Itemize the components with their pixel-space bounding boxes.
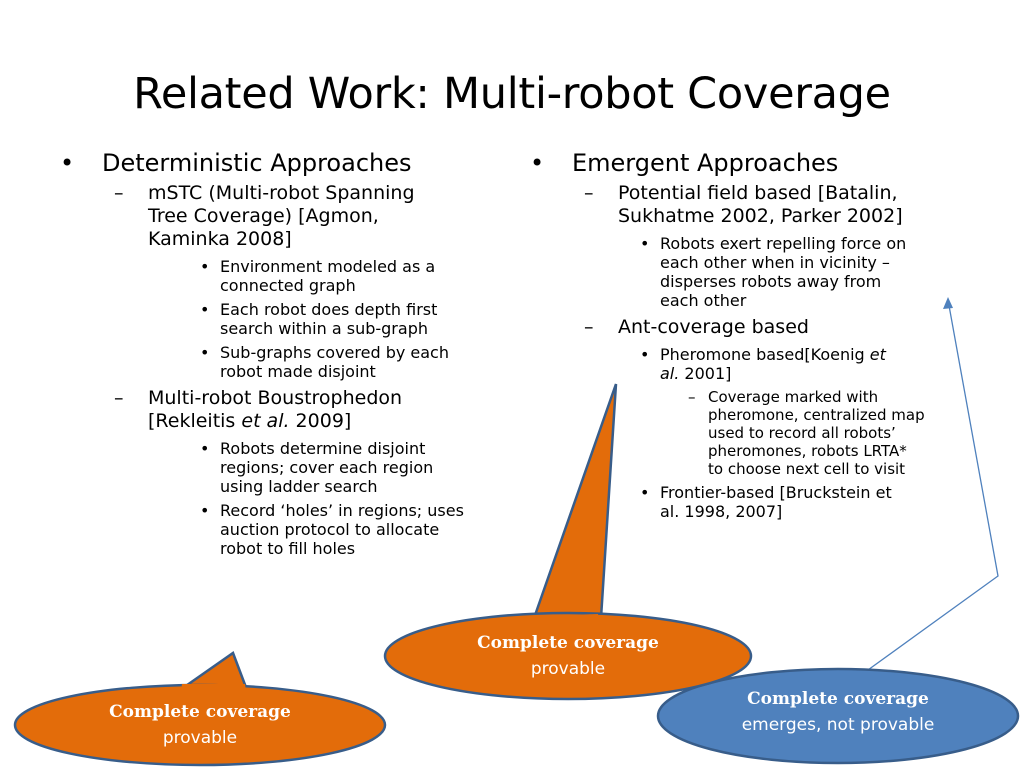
emergent-heading: • Emergent Approaches xyxy=(530,149,839,177)
middle-callout-text: Complete coverage provable xyxy=(477,633,659,679)
dash-icon: – xyxy=(114,182,124,204)
middle-callout-shape xyxy=(533,384,616,621)
bullet-icon: • xyxy=(640,234,650,253)
dash-icon: – xyxy=(688,388,696,406)
bullet-icon: • xyxy=(200,343,210,362)
frontier-point: • Frontier-based [Bruckstein et al. 1998, 2007] xyxy=(640,483,892,521)
bullet-icon: • xyxy=(640,345,650,364)
bullet-icon: • xyxy=(200,300,210,319)
boustrophedon-point: • Robots determine disjoint regions; cover each region using ladder search xyxy=(200,439,434,496)
left-callout-text: Complete coverage provable xyxy=(109,702,291,748)
ant-coverage-item: – Ant-coverage based xyxy=(584,316,809,338)
bullet-icon: • xyxy=(60,149,75,177)
middle-callout-join xyxy=(534,614,600,628)
mstc-item: – mSTC (Multi-robot Spanning Tree Coverage) [Agmon, Kaminka 2008] xyxy=(114,182,415,250)
bullet-icon: • xyxy=(640,483,650,502)
right-callout-arrowhead xyxy=(943,297,953,309)
boustrophedon-point: • Record ‘holes’ in regions; uses auction protocol to allocate robot to fill holes xyxy=(200,501,464,558)
potential-field-point: • Robots exert repelling force on each other when in vicinity – disperses robots away from each other xyxy=(640,234,907,310)
dash-icon: – xyxy=(584,182,594,204)
bullet-icon: • xyxy=(200,501,210,520)
bullet-icon: • xyxy=(530,149,545,177)
pheromone-point: • Pheromone based[Koenig et al. 2001] xyxy=(640,345,886,383)
right-callout-text: Complete coverage emerges, not provable xyxy=(741,689,935,735)
bullet-icon: • xyxy=(200,257,210,276)
bullet-icon: • xyxy=(200,439,210,458)
pheromone-subpoint: – Coverage marked with pheromone, centralized map used to record all robots’ pheromones, robots LRTA* to choose next cell to visit xyxy=(688,388,925,478)
right-callout-pointer xyxy=(843,300,998,688)
mstc-point: • Environment modeled as a connected graph xyxy=(200,257,436,295)
potential-field-item: – Potential field based [Batalin, Sukhatme 2002, Parker 2002] xyxy=(584,182,903,227)
left-callout-join xyxy=(180,684,247,697)
dash-icon: – xyxy=(114,387,124,409)
mstc-point: • Each robot does depth first search within a sub-graph xyxy=(200,300,438,338)
boustrophedon-item: – Multi-robot Boustrophedon [Rekleitis et al. 2009] xyxy=(114,387,403,432)
mstc-point: • Sub-graphs covered by each robot made disjoint xyxy=(200,343,449,381)
deterministic-heading: • Deterministic Approaches xyxy=(60,149,412,177)
slide-title: Related Work: Multi-robot Coverage xyxy=(133,69,891,119)
dash-icon: – xyxy=(584,316,594,338)
